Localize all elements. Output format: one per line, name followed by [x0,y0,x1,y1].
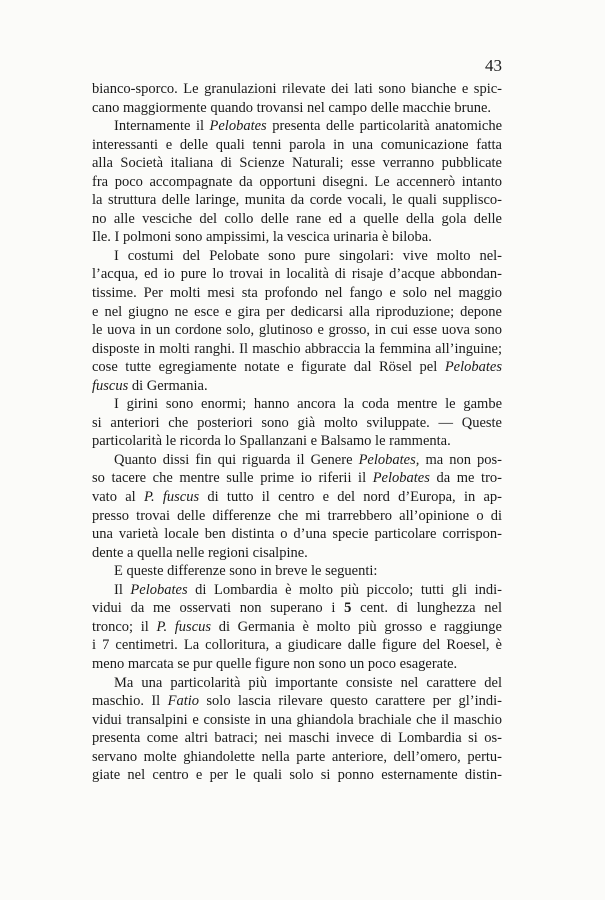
text-line: alla Società italiana di Scienze Naturali; esse verranno pubblicate [92,155,502,172]
text-line: so tacere che mentre sulle prime io riferii il Pelobates da me tro- [92,470,502,487]
text-line: dente a quella nelle regioni cisalpine. [92,544,308,561]
text-line: e nel giugno ne esce e gira per dedicarsi alla riproduzione; depone [92,303,502,320]
text-line: fra poco accompagnate da opportuni disegni. Le accennerò intanto [92,173,502,190]
text-line: Ile. I polmoni sono ampissimi, la vescica urinaria è biloba. [92,229,432,246]
text-line: l’acqua, ed io pure lo trovai in località di risaje d’acque abbondan- [92,266,502,283]
text-line: cose tutte egregiamente notate e figurate dal Rösel pel Pelobates [92,359,502,376]
text-line: tissime. Per molti mesi sta profondo nel fango e solo nel maggio [92,285,502,302]
text-line: tronco; il P. fuscus di Germania è molto più grosso e raggiunge [92,618,502,635]
text-line: Quanto dissi fin qui riguarda il Genere Pelobates, ma non pos- [114,451,503,468]
text-line: si anteriori che posteriori sono già molto sviluppate. — Queste [92,414,502,431]
text-line: una varietà locale ben distinta o d’una specie particolare corrispon- [92,526,502,543]
text-line: no alle vesciche del collo delle rane ed a quelle della gola delle [92,210,502,227]
text-line: I girini sono enormi; hanno ancora la coda mentre le gambe [114,396,502,413]
text-line: servano molte ghiandolette nella parte anteriore, dell’omero, pertu- [92,748,502,765]
text-line: bianco-sporco. Le granulazioni rilevate dei lati sono bianche e spic- [92,81,502,97]
text-line: vidui transalpini e consiste in una ghiandola brachiale che il maschio [92,711,502,728]
text-line: I costumi del Pelobate sono pure singolari: vive molto nel- [114,247,502,264]
text-line: Il Pelobates di Lombardia è molto più piccolo; tutti gli indi- [114,581,502,598]
text-line: la struttura delle laringe, munita da corde vocali, le quali supplisco- [92,192,502,209]
text-line: presenta come altri batraci; nei maschi invece di Lombardia si os- [92,730,502,747]
page-number: 43 [485,56,502,75]
text-line: cano maggiormente quando trovansi nel campo delle macchie brune. [92,99,492,116]
text-line: vidui da me osservati non superano i 5 cent. di lunghezza nel [92,600,502,617]
text-line: disposte in molti ranghi. Il maschio abbraccia la femmina all’inguine; [92,340,502,357]
text-line: particolarità le ricorda lo Spallanzani e Balsamo le rammenta. [92,433,451,450]
body-text [92,80,502,785]
text-line: i 7 centimetri. La colloritura, a giudicare dalle figure del Roesel, è [92,637,502,654]
text-line: meno marcata se pur quelle figure non sono un poco esagerate. [92,655,458,672]
text-line: giate nel centro e per le quali solo si ponno esternamente distin- [92,767,502,784]
text-line: Ma una particolarità più importante consiste nel carattere del [114,674,502,691]
text-line: le uova in un cordone solo, glutinoso e grosso, in cui esse uova sono [92,322,502,339]
text-line: maschio. Il Fatio solo lascia rilevare questo carattere per gl’indi- [92,693,502,710]
text-line: vato al P. fuscus di tutto il centro e del nord d’Europa, in ap- [92,489,503,506]
text-line: interessanti e delle quali tenni parola in una comunicazione fatta [92,136,502,153]
text-line: presso trovai delle differenze che mi trarrebbero all’opinione o di [92,507,502,524]
text-line: E queste differenze sono in breve le seguenti: [114,563,378,580]
text-line: fuscus di Germania. [92,377,208,394]
text-line: Internamente il Pelobates presenta delle particolarità anatomiche [114,118,502,135]
